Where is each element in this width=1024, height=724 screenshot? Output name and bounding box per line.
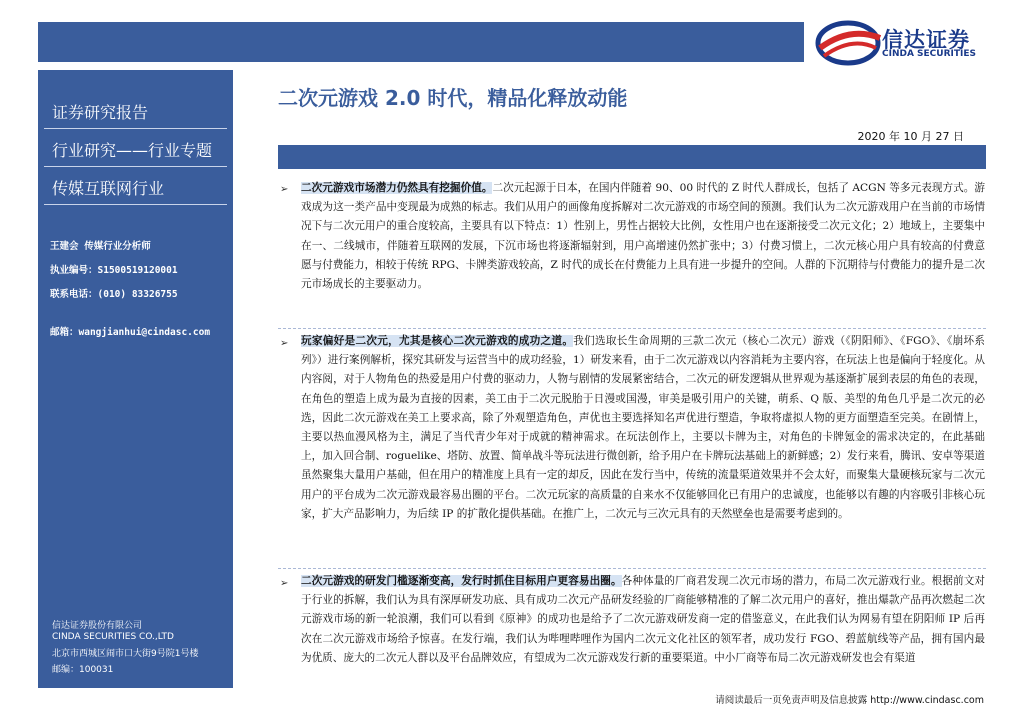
company-postcode: 邮编：100031 [52, 665, 114, 675]
analyst-name: 王建会 传媒行业分析师 [50, 241, 151, 252]
summary-paragraph [301, 572, 985, 686]
bullet-arrow-icon: ➢ [280, 578, 289, 589]
summary-paragraph [301, 332, 985, 524]
summary-paragraph [301, 179, 985, 294]
disclaimer-footer: 请阅读最后一页免责声明及信息披露 http://www.cindasc.com [715, 695, 984, 706]
sidebar-divider [44, 204, 227, 205]
paragraph-lead: 玩家偏好是二次元，尤其是核心二次元游戏的成功之道。 [301, 335, 574, 347]
company-name-cn: 信达证券股份有限公司 [52, 621, 143, 631]
paragraph-divider [278, 568, 986, 569]
analyst-license: 执业编号：S1500519120001 [50, 265, 178, 276]
sidebar [38, 70, 233, 688]
paragraph-lead: 二次元游戏的研发门槛逐渐变高，发行时抓住目标用户更容易出圈。 [301, 575, 622, 587]
paragraph-divider [278, 328, 986, 329]
sidebar-divider [44, 128, 227, 129]
company-name-en: CINDA SECURITIES CO.,LTD [52, 632, 174, 642]
bullet-arrow-icon: ➢ [280, 184, 289, 195]
company-address: 北京市西城区闹市口大街9号院1号楼 [52, 649, 199, 659]
analyst-email: 邮箱：wangjianhui@cindasc.com [50, 327, 211, 338]
title-rule-bar [278, 145, 986, 169]
paragraph-lead: 二次元游戏市场潜力仍然具有挖掘价值。 [301, 182, 493, 194]
sidebar-divider [44, 166, 227, 167]
report-type: 证券研究报告 [52, 103, 149, 122]
bullet-arrow-icon: ➢ [280, 338, 289, 349]
paragraph-body: 我们选取长生命周期的三款二次元（核心二次元）游戏（《阴阳师》、《FGO》、《崩坏系列》）进行案例解析，探究其研发与运营当中的成功经验，1）研发来看，由于二次元游戏以内容消耗为主要内容，在玩法上也是偏向于轻度化。从内容阅，对于人物角色的热爱是用户付费的驱动力，人物与剧情的发展紧密结合，二次元的研发逻辑从世界观为基逐渐扩展到表层的角色的表现，在角色的塑造上成为最为直接的因素，美工由于二次元脱胎于日漫或国漫，审美是吸引用户的关键，萌系、Q 版、美型的角色几乎是二次元的必选，因此二次元游戏在美工上要求高，除了外观塑造角色，声优也主要选择知名声优进行塑造，争取将虚拟人物的更方面塑造至完美。在剧情上，主要以热血漫风格为主，满足了当代青少年对于成就的精神需求。在玩法创作上，主要以卡牌为主，对角色的卡牌氪金的需求决定的，在此基础上，加入回合制、roguelike、塔防、放置、简单战斗等玩法进行微创新，给予用户在卡牌玩法基础上的新鲜感；2）发行来看，腾讯、安卓等渠道虽然聚集大量用户基础，但在用户的精准度上具有一定的却反，因此在发行当中，传统的流量渠道效果并不会太好，而聚集大量硬核玩家与二次元用户的平台成为二次元游戏最容易出圈的平台。二次元玩家的高质量的自来水不仅能够回化已有用户的忠诚度，也能够以有趣的内容吸引非核心玩家，扩大产品影响力，为后续 IP 的扩散化提供基础。在推广上，二次元与三次元具有的天然壁垒也是需要考虑到的。 [301, 335, 986, 520]
report-date: 2020 年 10 月 27 日 [857, 130, 964, 143]
paragraph-body: 各种体量的厂商君发现二次元市场的潜力，布局二次元游戏行业。根据前文对于行业的拆解，我们认为具有深厚研发功底、具有成功二次元产品研发经验的厂商能够精准的了解二次元用户的喜好，推出爆款产品再次燃起二次元游戏市场的新一轮浪潮，我们可以看到《原神》的成功也是给予了二次元游戏研发商一定的借鉴意义，在此我们认为网易有望在阴阳师 IP 后再次在二次元游戏市场给予惊喜。在发行端，我们认为哔哩哔哩作为国内二次元文化社区的领军者，成功发行 FGO、碧蓝航线等产品，拥有国内最为优质、庞大的二次元人群以及平台品牌效应，有望成为二次元游戏发行新的重要渠道。中小厂商等布局二次元游戏研发也会有渠道 [301, 575, 985, 664]
report-category: 行业研究——行业专题 [52, 141, 213, 160]
header-bar [38, 22, 804, 62]
industry-name: 传媒互联网行业 [52, 179, 165, 198]
analyst-phone: 联系电话：(010) 83326755 [50, 289, 178, 300]
paragraph-body: 二次元起源于日本，在国内伴随着 90、00 时代的 Z 时代人群成长，包括了 ACGN 等多元表现方式。游戏成为这一类产品中变现最为成熟的标志。我们从用户的画像角度拆解对二次元游戏的市场空间的预测。我们认为二次元游戏用户在当前的市场情况下与二次元用户的重合度较高，主要具有以下特点：1）性别上，男性占据较大比例，女性用户也在逐渐接受二次元文化；2）地域上，主要集中在一、二线城市，伴随着互联网的发展，下沉市场也将逐渐辐射到，用户高增速仍然扩张中；3）付费习惯上，二次元核心用户具有较高的付费意愿与付费能力，相较于传统 RPG、卡牌类游戏较高，Z 时代的成长在付费能力上具有进一步提升的空间。人群的下沉期待与付费能力的提升是二次元市场成长的主要驱动力。 [301, 182, 985, 291]
logo-name: 信达证券 [882, 28, 970, 52]
logo-subtitle: CINDA SECURITIES [882, 49, 976, 59]
report-title: 二次元游戏 2.0 时代，精品化释放动能 [278, 86, 628, 110]
